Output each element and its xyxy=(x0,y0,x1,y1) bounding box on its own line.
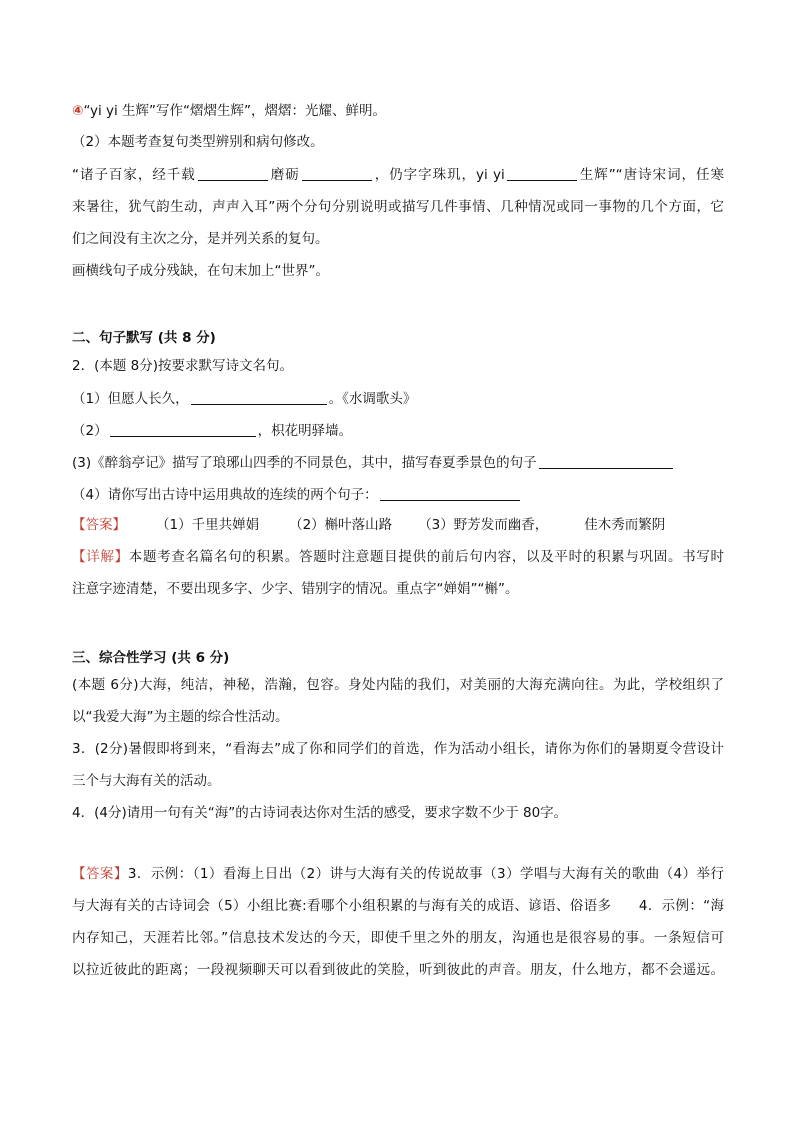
note-2-heading: （2）本题考查复句类型辨别和病句修改。 xyxy=(72,134,324,150)
answer-label: 【答案】 xyxy=(72,866,128,882)
answer-2: 【答案】 （1）千里共婵娟 （2）槲叶落山路 （3）野芳发而幽香， 佳木秀而繁阴 xyxy=(72,517,666,533)
detail-2-line-1: 【详解】本题考查名篇名句的积累。答题时注意题目提供的前后句内容，以及平时的积累与巩固。书写时 xyxy=(72,549,725,565)
question-2-1: （1）但愿人长久， 。《水调歌头》 xyxy=(72,391,417,407)
section-heading-3: 三、综合性学习 (共 6 分) xyxy=(72,650,230,666)
answer-3-line-4: 以拉近彼此的距离；一段视频聊天可以看到彼此的笑脸，听到彼此的声音。朋友，什么地方，都不会遥远。 xyxy=(72,962,724,978)
note-text: “yi yi 生辉”写作“熠熠生辉”，熠熠：光耀、鲜明。 xyxy=(83,103,386,119)
explanation-line-2: 们之间没有主次之分，是并列关系的复句。 xyxy=(72,231,329,247)
blank-line xyxy=(507,166,577,181)
answer-3-line-1: 【答案】3．示例：（1）看海上日出（2）讲与大海有关的传说故事（3）学唱与大海有关的歌曲（4）举行 xyxy=(72,866,725,882)
question-2-3: (3)《醉翁亭记》描写了琅琊山四季的不同景色，其中，描写春夏季景色的句子 xyxy=(72,452,724,474)
answer-3-line-2: 与大海有关的古诗词会（5）小组比赛:看哪个小组积累的与海有关的成语、谚语、俗语多 4．示例：“海 xyxy=(72,898,724,914)
explanation-line-3: 画横线句子成分残缺，在句末加上“世界”。 xyxy=(72,263,329,279)
section-heading-2: 二、句子默写 (共 8 分) xyxy=(72,330,216,346)
explanation-line-1: 来暑往，犹气韵生动，声声入耳”两个分句分别说明或描写几件事情、几种情况或同一事物的几个方面，它 xyxy=(72,199,724,215)
answer-label: 【答案】 xyxy=(72,517,126,533)
question-2-2: （2） ，枳花明驿墙。 xyxy=(72,423,353,439)
blank-line xyxy=(191,390,327,405)
question-4: 4．(4分)请用一句有关“海”的古诗词表达你对生活的感受，要求字数不少于 80字。 xyxy=(72,805,568,821)
detail-label: 【详解】 xyxy=(72,549,129,565)
question-2-4: （4）请你写出古诗中运用典故的连续的两个句子： xyxy=(72,484,724,506)
question-3-line-2: 三个与大海有关的活动。 xyxy=(72,773,221,789)
question-3-line-1: 3．(2分)暑假即将到来，“看海去”成了你和同学们的首选，作为活动小组长，请你为你们的暑期夏令营设计 xyxy=(72,741,724,757)
answer-3-line-3: 内存知己，天涯若比邻。”信息技术发达的今天，即使千里之外的朋友，沟通也是很容易的事。一条短信可 xyxy=(72,930,724,946)
question-2-intro: 2．(本题 8分)按要求默写诗文名句。 xyxy=(72,358,294,374)
circled-number: ④ xyxy=(72,103,84,119)
note-circled-4 xyxy=(72,100,724,122)
blank-line xyxy=(380,486,520,501)
blank-line xyxy=(302,166,372,181)
blank-line xyxy=(110,422,256,437)
section-3-intro-1: (本题 6分)大海，纯洁，神秘，浩瀚，包容。身处内陆的我们，对美丽的大海充满向往。为此，学校组织了 xyxy=(72,677,724,693)
quoted-sentence-line-1: “诸子百家，经千载 磨砺 ，仍字字珠玑，yi yi 生辉”“唐诗宋词，任寒 xyxy=(72,167,725,183)
detail-2-line-2: 注意字迹清楚，不要出现多字、少字、错别字的情况。重点字“婵娟”“槲”。 xyxy=(72,581,519,597)
section-3-intro-2: 以“我爱大海”为主题的综合性活动。 xyxy=(72,709,289,725)
blank-line xyxy=(539,454,673,469)
blank-line xyxy=(198,166,268,181)
